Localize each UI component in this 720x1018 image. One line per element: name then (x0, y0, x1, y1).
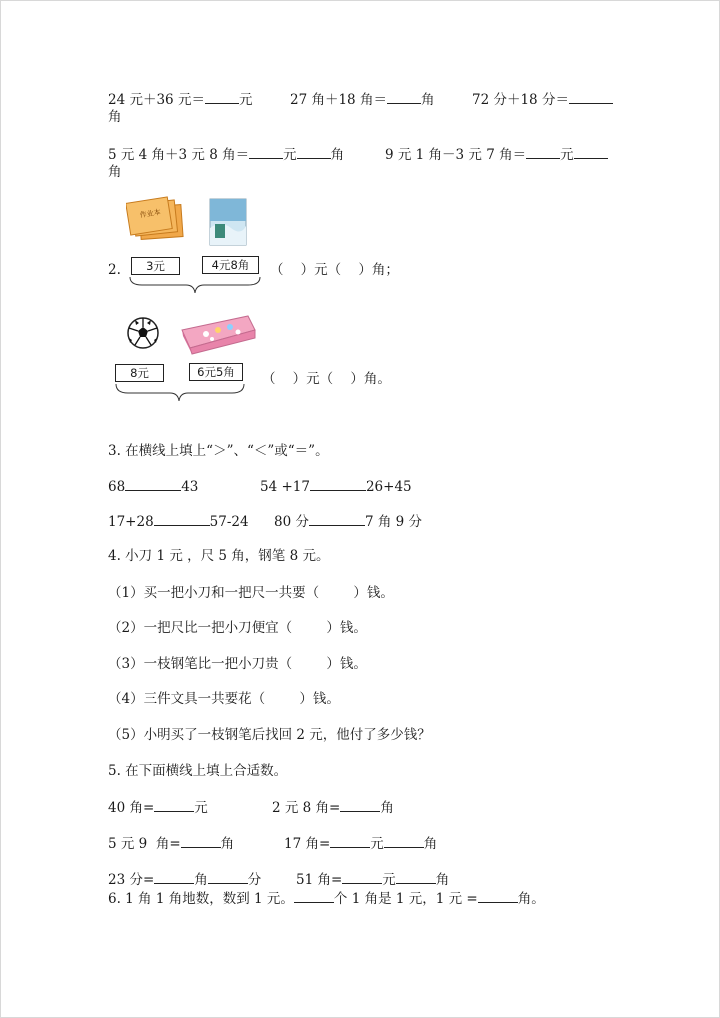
q5-r1-a: 40 角= 元 (108, 800, 208, 816)
q3-r2-b: 80 分 7 角 9 分 (274, 514, 423, 530)
answer-blank[interactable] (310, 477, 366, 491)
q1-r1-b: 27 角＋18 角＝ 角 (290, 92, 435, 108)
answer-blank[interactable] (154, 870, 194, 884)
q5-r1-b: 2 元 8 角= 角 (272, 800, 394, 816)
price-tag-pencil-case: 6元5角 (189, 363, 243, 381)
price-tag-ball: 8元 (115, 364, 164, 382)
q4-item: （3）一枝钢笔比一把小刀贵（ ）钱。 (108, 656, 367, 672)
q1-r2-a: 5 元 4 角＋3 元 8 角＝ 元 角 (108, 147, 345, 163)
q5-r2-b: 17 角= 元 角 (284, 836, 438, 852)
answer-blank[interactable] (249, 145, 283, 159)
answer-blank[interactable] (154, 798, 194, 812)
q3-title: 3. 在横线上填上“＞”、“＜”或“＝”。 (108, 443, 329, 459)
answer-blank[interactable] (330, 834, 370, 848)
q4-item: （2）一把尺比一把小刀便宜（ ）钱。 (108, 620, 367, 636)
notebooks-icon (126, 196, 186, 244)
q4-item: （4）三件文具一共要花（ ）钱。 (108, 691, 340, 707)
q1-r2-b-unit: 角 (108, 164, 122, 180)
answer-blank[interactable] (574, 145, 608, 159)
q1-r2-b: 9 元 1 角－3 元 7 角＝ 元 (385, 145, 608, 164)
answer-blank[interactable] (526, 145, 560, 159)
q4-item: （1）买一把小刀和一把尺一共要（ ）钱。 (108, 585, 394, 601)
answer-blank[interactable] (181, 834, 221, 848)
q5-r3-a: 23 分= 角 分 (108, 872, 262, 888)
pencil-case-icon (178, 312, 258, 356)
answer-blank[interactable] (340, 798, 380, 812)
answer-blank[interactable] (384, 834, 424, 848)
q2-number: 2. (108, 262, 121, 278)
answer-blank[interactable] (297, 145, 331, 159)
q5-r2-a: 5 元 9 角= 角 (108, 836, 235, 852)
answer-blank[interactable] (342, 870, 382, 884)
answer-blank[interactable] (125, 477, 181, 491)
q4-item: （5）小明买了一枝钢笔后找回 2 元，他付了多少钱？ (108, 727, 431, 743)
answer-blank[interactable] (205, 90, 239, 104)
q5-title: 5. 在下面横线上填上合适数。 (108, 763, 288, 779)
q2-g1-answer: （ ）元（ ）角； (270, 262, 399, 278)
answer-blank[interactable] (309, 512, 365, 526)
q3-r1-b: 54 +17 26+45 (260, 479, 412, 495)
q3-r1-a: 68 43 (108, 479, 199, 495)
answer-blank[interactable] (387, 90, 421, 104)
brace-icon (128, 275, 262, 295)
answer-blank[interactable] (478, 889, 518, 903)
q5-r3-b: 51 角= 元 角 (296, 872, 450, 888)
price-tag-book: 4元8角 (202, 256, 259, 274)
q4-title: 4. 小刀 1 元 ，尺 5 角，钢笔 8 元。 (108, 548, 330, 564)
notebooks-label: 作业本 (139, 208, 162, 220)
answer-blank[interactable] (154, 512, 210, 526)
book-icon (209, 198, 247, 246)
q3-r2-a: 17+28 57-24 (108, 514, 249, 530)
price-tag-notebooks: 3元 (131, 257, 180, 275)
answer-blank[interactable] (396, 870, 436, 884)
brace-icon (114, 382, 248, 404)
answer-blank[interactable] (569, 90, 613, 104)
q2-g2-answer: （ ）元（ ）角。 (262, 371, 391, 387)
answer-blank[interactable] (294, 889, 334, 903)
q1-r1-c: 72 分＋18 分＝ (472, 90, 613, 109)
answer-blank[interactable] (208, 870, 248, 884)
q6-text: 6. 1 角 1 角地数，数到 1 元。 个 1 角是 1 元，1 元 = 角。 (108, 891, 545, 907)
soccer-ball-icon (126, 316, 160, 350)
q1-r1-c-unit: 角 (108, 109, 122, 125)
q1-r1-a: 24 元＋36 元＝ 元 (108, 92, 253, 108)
